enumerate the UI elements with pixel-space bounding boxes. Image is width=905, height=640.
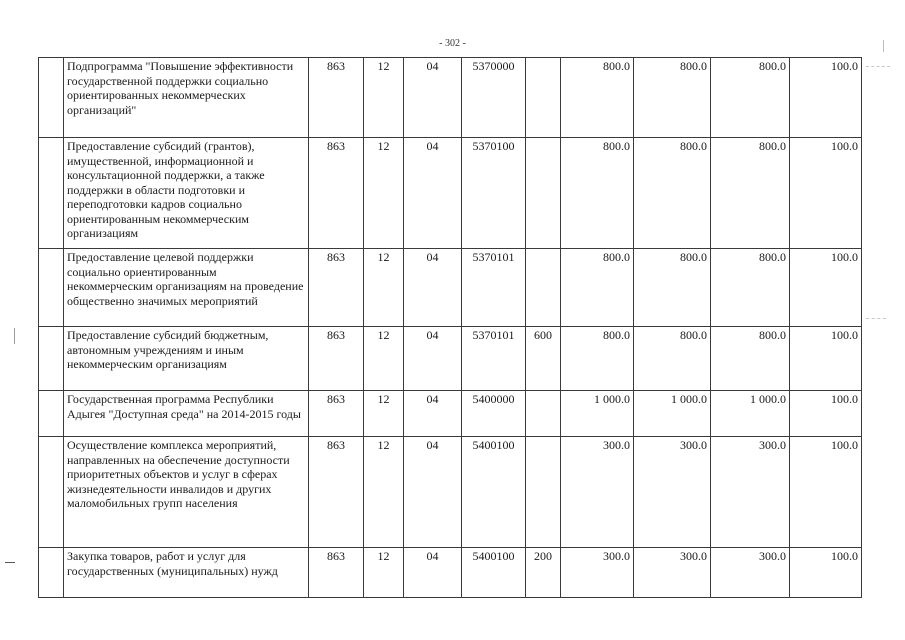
- page-number: - 302 -: [439, 38, 466, 49]
- section-code: 12: [364, 58, 404, 138]
- row-leading-cell: [39, 548, 64, 598]
- table-row: [39, 327, 862, 391]
- amount-3: 800.0: [711, 138, 790, 249]
- section-code: 12: [364, 391, 404, 437]
- target-article-code: 5370100: [462, 138, 526, 249]
- amount-1: 800.0: [561, 138, 634, 249]
- table-row: [39, 437, 862, 548]
- ministry-code: 863: [309, 327, 364, 391]
- row-leading-cell: [39, 58, 64, 138]
- amount-1: 800.0: [561, 327, 634, 391]
- amount-1: 1 000.0: [561, 391, 634, 437]
- ministry-code: 863: [309, 391, 364, 437]
- scan-mark-left-lower: [5, 562, 15, 563]
- amount-1: 800.0: [561, 58, 634, 138]
- percent: 100.0: [790, 327, 862, 391]
- scan-mark-right: [883, 40, 884, 52]
- target-article-code: 5370101: [462, 249, 526, 327]
- scan-mark-left: [14, 328, 15, 344]
- amount-2: 800.0: [634, 138, 711, 249]
- row-leading-cell: [39, 249, 64, 327]
- row-name: Закупка товаров, работ и услуг для государственных (муниципальных) нужд: [64, 548, 309, 598]
- amount-2: 800.0: [634, 327, 711, 391]
- amount-3: 300.0: [711, 548, 790, 598]
- ministry-code: 863: [309, 58, 364, 138]
- subsection-code: 04: [404, 249, 462, 327]
- row-name: Предоставление субсидий бюджетным, автономным учреждениям и иным некоммерческим организациям: [64, 327, 309, 391]
- amount-2: 800.0: [634, 249, 711, 327]
- amount-3: 300.0: [711, 437, 790, 548]
- ministry-code: 863: [309, 437, 364, 548]
- target-article-code: 5370101: [462, 327, 526, 391]
- expense-type-code: [526, 249, 561, 327]
- row-name: Предоставление субсидий (грантов), имущественной, информационной и консультационной поддержки, а также поддержки в области подготовки и переподготовки кадров социально ориентированным некоммерческим организациям: [64, 138, 309, 249]
- subsection-code: 04: [404, 548, 462, 598]
- scan-dots: [866, 66, 890, 67]
- amount-2: 800.0: [634, 58, 711, 138]
- percent: 100.0: [790, 249, 862, 327]
- subsection-code: 04: [404, 327, 462, 391]
- ministry-code: 863: [309, 249, 364, 327]
- target-article-code: 5370000: [462, 58, 526, 138]
- amount-2: 300.0: [634, 548, 711, 598]
- section-code: 12: [364, 327, 404, 391]
- expense-type-code: 600: [526, 327, 561, 391]
- amount-1: 300.0: [561, 437, 634, 548]
- amount-1: 300.0: [561, 548, 634, 598]
- subsection-code: 04: [404, 58, 462, 138]
- section-code: 12: [364, 249, 404, 327]
- amount-3: 800.0: [711, 58, 790, 138]
- table-row: [39, 138, 862, 249]
- expense-type-code: [526, 391, 561, 437]
- section-code: 12: [364, 437, 404, 548]
- subsection-code: 04: [404, 138, 462, 249]
- expense-type-code: [526, 437, 561, 548]
- amount-2: 1 000.0: [634, 391, 711, 437]
- section-code: 12: [364, 548, 404, 598]
- amount-3: 800.0: [711, 327, 790, 391]
- subsection-code: 04: [404, 391, 462, 437]
- table-row: [39, 58, 862, 138]
- ministry-code: 863: [309, 548, 364, 598]
- row-leading-cell: [39, 138, 64, 249]
- ministry-code: 863: [309, 138, 364, 249]
- section-code: 12: [364, 138, 404, 249]
- amount-3: 1 000.0: [711, 391, 790, 437]
- percent: 100.0: [790, 58, 862, 138]
- target-article-code: 5400100: [462, 437, 526, 548]
- scan-dots: [866, 318, 886, 319]
- expense-type-code: [526, 58, 561, 138]
- expense-type-code: [526, 138, 561, 249]
- row-leading-cell: [39, 437, 64, 548]
- row-name: Предоставление целевой поддержки социально ориентированным некоммерческим организациям на проведение общественно значимых мероприятий: [64, 249, 309, 327]
- table-row: [39, 391, 862, 437]
- target-article-code: 5400000: [462, 391, 526, 437]
- subsection-code: 04: [404, 437, 462, 548]
- amount-2: 300.0: [634, 437, 711, 548]
- row-leading-cell: [39, 327, 64, 391]
- percent: 100.0: [790, 138, 862, 249]
- table-row: [39, 249, 862, 327]
- row-name: Подпрограмма "Повышение эффективности государственной поддержки социально ориентированных некоммерческих организаций": [64, 58, 309, 138]
- percent: 100.0: [790, 391, 862, 437]
- table-row: [39, 548, 862, 598]
- amount-1: 800.0: [561, 249, 634, 327]
- expense-type-code: 200: [526, 548, 561, 598]
- target-article-code: 5400100: [462, 548, 526, 598]
- row-name: Государственная программа Республики Адыгея "Доступная среда" на 2014-2015 годы: [64, 391, 309, 437]
- percent: 100.0: [790, 548, 862, 598]
- row-leading-cell: [39, 391, 64, 437]
- percent: 100.0: [790, 437, 862, 548]
- budget-table: [38, 57, 862, 598]
- amount-3: 800.0: [711, 249, 790, 327]
- row-name: Осуществление комплекса мероприятий, направленных на обеспечение доступности приоритетных объектов и услуг в сферах жизнедеятельности инвалидов и других маломобильных групп населения: [64, 437, 309, 548]
